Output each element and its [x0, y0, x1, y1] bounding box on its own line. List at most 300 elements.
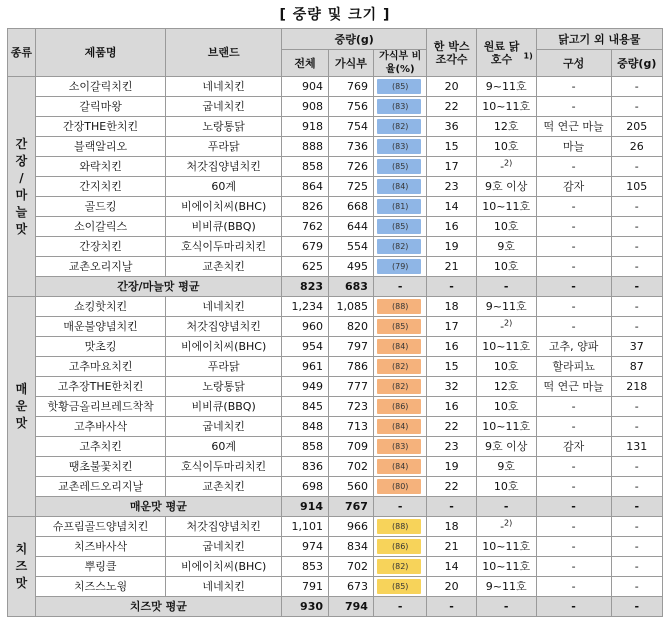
extra-composition: -	[536, 537, 611, 557]
extra-weight: -	[611, 197, 662, 217]
edible-weight: 786	[329, 357, 374, 377]
extra-composition: 감자	[536, 437, 611, 457]
header-total: 전체	[281, 50, 328, 77]
product-name: 맛초킹	[35, 337, 166, 357]
edible-ratio-cell	[373, 297, 427, 317]
table-row	[8, 397, 663, 417]
total-weight: 949	[281, 377, 328, 397]
total-weight: 904	[281, 77, 328, 97]
edible-ratio-cell	[373, 137, 427, 157]
brand-name: 비에이치씨(BHC)	[166, 337, 282, 357]
ratio-value: (85)	[392, 162, 409, 171]
edible-ratio-cell	[373, 477, 427, 497]
chicken-size: 9호	[497, 459, 515, 473]
edible-ratio-cell	[373, 577, 427, 597]
average-pieces: -	[427, 497, 476, 517]
average-size: -	[476, 497, 536, 517]
average-composition: -	[536, 497, 611, 517]
table-row	[8, 417, 663, 437]
extra-composition: 감자	[536, 177, 611, 197]
edible-weight: 709	[329, 437, 374, 457]
chicken-size-cell	[476, 517, 536, 537]
brand-name: 처갓집양념치킨	[166, 317, 282, 337]
header-pieces	[427, 29, 476, 77]
edible-weight: 769	[329, 77, 374, 97]
brand-name: 네네치킨	[166, 77, 282, 97]
chicken-size: 9~11호	[485, 79, 527, 93]
category-char: /	[19, 170, 24, 185]
category-char: 간	[15, 136, 28, 151]
total-weight: 1,234	[281, 297, 328, 317]
edible-weight: 966	[329, 517, 374, 537]
category-char: 장	[15, 153, 28, 168]
extra-composition: -	[536, 317, 611, 337]
category-cell	[8, 77, 36, 297]
ratio-value: (84)	[392, 422, 409, 431]
brand-name: 처갓집양념치킨	[166, 517, 282, 537]
extra-weight: 205	[611, 117, 662, 137]
edible-ratio-cell	[373, 97, 427, 117]
extra-composition: -	[536, 257, 611, 277]
average-size: -	[476, 597, 536, 617]
product-name: 간지치킨	[35, 177, 166, 197]
total-weight: 908	[281, 97, 328, 117]
edible-weight: 820	[329, 317, 374, 337]
chicken-size: -	[500, 519, 505, 533]
chicken-size-cell	[476, 177, 536, 197]
chicken-size: 9~11호	[485, 299, 527, 313]
header-brand: 브랜드	[166, 29, 282, 77]
piece-count: 36	[427, 117, 476, 137]
product-name: 고추치킨	[35, 437, 166, 457]
extra-weight: 218	[611, 377, 662, 397]
table-row	[8, 437, 663, 457]
chicken-size-cell	[476, 137, 536, 157]
extra-composition: -	[536, 157, 611, 177]
table-row	[8, 177, 663, 197]
piece-count: 23	[427, 177, 476, 197]
product-name: 치즈바사삭	[35, 537, 166, 557]
product-name: 소이갈릭스	[35, 217, 166, 237]
extra-composition: -	[536, 297, 611, 317]
extra-weight: -	[611, 477, 662, 497]
chicken-size: 10~11호	[482, 99, 531, 113]
edible-weight: 834	[329, 537, 374, 557]
extra-composition: -	[536, 557, 611, 577]
table-row	[8, 477, 663, 497]
extra-weight: 105	[611, 177, 662, 197]
product-name: 블랙알리오	[35, 137, 166, 157]
total-weight: 848	[281, 417, 328, 437]
category-char: 매	[15, 382, 28, 396]
total-weight: 625	[281, 257, 328, 277]
brand-name: 굽네치킨	[166, 417, 282, 437]
chicken-size: 10호	[493, 139, 519, 153]
total-weight: 791	[281, 577, 328, 597]
ratio-value: (82)	[392, 362, 409, 371]
table-row	[8, 77, 663, 97]
chicken-size: 10호	[493, 479, 519, 493]
edible-ratio-cell	[373, 397, 427, 417]
table-row	[8, 157, 663, 177]
product-name: 소이갈릭치킨	[35, 77, 166, 97]
category-char: 치	[15, 542, 28, 556]
average-label: 치즈맛 평균	[35, 597, 281, 617]
brand-name: 교촌치킨	[166, 257, 282, 277]
average-extra: -	[611, 277, 662, 297]
brand-name: 비비큐(BBQ)	[166, 217, 282, 237]
extra-composition: -	[536, 237, 611, 257]
edible-ratio-cell	[373, 177, 427, 197]
edible-weight: 668	[329, 197, 374, 217]
extra-weight: -	[611, 577, 662, 597]
extra-weight: -	[611, 517, 662, 537]
chicken-size: 10~11호	[482, 419, 531, 433]
brand-name: 비비큐(BBQ)	[166, 397, 282, 417]
edible-weight: 1,085	[329, 297, 374, 317]
chicken-size: 9호	[497, 239, 515, 253]
category-char: 마	[15, 187, 28, 202]
piece-count: 14	[427, 557, 476, 577]
chicken-size-cell	[476, 97, 536, 117]
product-name: 교촌레드오리지날	[35, 477, 166, 497]
brand-name: 푸라닭	[166, 137, 282, 157]
chicken-size: 10~11호	[482, 339, 531, 353]
chicken-size: 10~11호	[482, 199, 531, 213]
header-chicken-size-note: 1)	[523, 50, 533, 60]
edible-weight: 726	[329, 157, 374, 177]
edible-weight: 797	[329, 337, 374, 357]
average-ratio: -	[373, 497, 427, 517]
extra-composition: -	[536, 197, 611, 217]
extra-composition: -	[536, 97, 611, 117]
extra-weight: -	[611, 537, 662, 557]
extra-weight: -	[611, 257, 662, 277]
piece-count: 14	[427, 197, 476, 217]
chicken-size-cell	[476, 237, 536, 257]
piece-count: 17	[427, 157, 476, 177]
edible-weight: 560	[329, 477, 374, 497]
edible-weight: 754	[329, 117, 374, 137]
total-weight: 826	[281, 197, 328, 217]
total-weight: 836	[281, 457, 328, 477]
product-name: 고추바사삭	[35, 417, 166, 437]
extra-weight: -	[611, 157, 662, 177]
average-pieces: -	[427, 277, 476, 297]
total-weight: 954	[281, 337, 328, 357]
chicken-size-cell	[476, 577, 536, 597]
ratio-value: (84)	[392, 342, 409, 351]
piece-count: 16	[427, 337, 476, 357]
chicken-size-cell	[476, 77, 536, 97]
extra-weight: -	[611, 297, 662, 317]
extra-composition: -	[536, 417, 611, 437]
edible-weight: 756	[329, 97, 374, 117]
extra-composition: 마늘	[536, 137, 611, 157]
edible-ratio-cell	[373, 237, 427, 257]
edible-ratio-cell	[373, 317, 427, 337]
page-title: [ 중량 및 크기 ]	[279, 7, 391, 23]
product-name: 슈프림골드양념치킨	[35, 517, 166, 537]
piece-count: 23	[427, 437, 476, 457]
ratio-value: (84)	[392, 462, 409, 471]
brand-name: 푸라닭	[166, 357, 282, 377]
table-row	[8, 217, 663, 237]
extra-weight: -	[611, 417, 662, 437]
piece-count: 20	[427, 577, 476, 597]
table-row	[8, 197, 663, 217]
average-composition: -	[536, 597, 611, 617]
brand-name: 노랑통닭	[166, 377, 282, 397]
chicken-size: 9~11호	[485, 579, 527, 593]
ratio-value: (83)	[392, 142, 409, 151]
chicken-size-note: 2)	[504, 517, 513, 527]
chicken-size-cell	[476, 217, 536, 237]
chicken-size: 10호	[493, 259, 519, 273]
piece-count: 16	[427, 217, 476, 237]
edible-ratio-cell	[373, 117, 427, 137]
chicken-size-cell	[476, 317, 536, 337]
total-weight: 918	[281, 117, 328, 137]
extra-weight: -	[611, 557, 662, 577]
edible-ratio-cell	[373, 357, 427, 377]
ratio-value: (85)	[392, 82, 409, 91]
brand-name: 호식이두마리치킨	[166, 457, 282, 477]
piece-count: 20	[427, 77, 476, 97]
extra-composition: -	[536, 397, 611, 417]
extra-weight: -	[611, 77, 662, 97]
product-name: 핫황금올리브레드착착	[35, 397, 166, 417]
extra-composition: -	[536, 477, 611, 497]
total-weight: 888	[281, 137, 328, 157]
piece-count: 21	[427, 537, 476, 557]
average-ratio: -	[373, 597, 427, 617]
header-edible-ratio-label: 가식부 비율(%)	[379, 51, 422, 75]
table-body	[8, 77, 663, 617]
edible-ratio-cell	[373, 557, 427, 577]
header-chicken-size-label: 원료 닭 호수	[483, 39, 520, 66]
edible-ratio-cell	[373, 197, 427, 217]
product-name: 쇼킹핫치킨	[35, 297, 166, 317]
header-extra-weight: 중량(g)	[611, 50, 662, 77]
edible-weight: 713	[329, 417, 374, 437]
ratio-value: (79)	[392, 262, 409, 271]
table-row	[8, 377, 663, 397]
product-name: 간장치킨	[35, 237, 166, 257]
edible-ratio-cell	[373, 417, 427, 437]
edible-weight: 723	[329, 397, 374, 417]
piece-count: 22	[427, 417, 476, 437]
product-name: 고추장THE한치킨	[35, 377, 166, 397]
chicken-size: 10호	[493, 399, 519, 413]
chicken-size: 10~11호	[482, 539, 531, 553]
piece-count: 15	[427, 137, 476, 157]
header-composition: 구성	[536, 50, 611, 77]
edible-ratio-cell	[373, 517, 427, 537]
extra-composition: -	[536, 517, 611, 537]
piece-count: 21	[427, 257, 476, 277]
edible-weight: 736	[329, 137, 374, 157]
extra-composition: 떡 연근 마늘	[536, 377, 611, 397]
extra-composition: -	[536, 457, 611, 477]
average-label: 간장/마늘맛 평균	[35, 277, 281, 297]
edible-ratio-cell	[373, 377, 427, 397]
category-char: 맛	[15, 416, 28, 430]
table-row	[8, 297, 663, 317]
ratio-value: (88)	[392, 302, 409, 311]
header-extras-group: 닭고기 외 내용물	[536, 29, 662, 50]
category-char: 맛	[15, 576, 28, 590]
product-name: 교촌오리지날	[35, 257, 166, 277]
edible-weight: 725	[329, 177, 374, 197]
piece-count: 22	[427, 97, 476, 117]
product-name: 치즈스노윙	[35, 577, 166, 597]
ratio-value: (81)	[392, 202, 409, 211]
chicken-size-cell	[476, 537, 536, 557]
table-row	[8, 317, 663, 337]
category-cell	[8, 297, 36, 517]
extra-weight: -	[611, 237, 662, 257]
table-row	[8, 117, 663, 137]
edible-ratio-cell	[373, 157, 427, 177]
total-weight: 845	[281, 397, 328, 417]
average-total: 930	[281, 597, 328, 617]
edible-weight: 702	[329, 557, 374, 577]
average-edible: 794	[329, 597, 374, 617]
table-row	[8, 137, 663, 157]
ratio-value: (82)	[392, 122, 409, 131]
extra-weight: -	[611, 217, 662, 237]
product-name: 간장THE한치킨	[35, 117, 166, 137]
extra-composition: 할라피뇨	[536, 357, 611, 377]
chicken-size-cell	[476, 197, 536, 217]
table-row	[8, 457, 663, 477]
ratio-value: (86)	[392, 542, 409, 551]
piece-count: 19	[427, 237, 476, 257]
piece-count: 32	[427, 377, 476, 397]
chicken-size-note: 2)	[504, 317, 513, 327]
extra-composition: 떡 연근 마늘	[536, 117, 611, 137]
chicken-size-note: 2)	[504, 157, 513, 167]
total-weight: 864	[281, 177, 328, 197]
header-edible-ratio	[373, 50, 427, 77]
ratio-value: (82)	[392, 242, 409, 251]
ratio-value: (83)	[392, 102, 409, 111]
brand-name: 60계	[166, 177, 282, 197]
table-row	[8, 97, 663, 117]
chicken-size-cell	[476, 397, 536, 417]
weight-size-table	[7, 28, 663, 617]
total-weight: 679	[281, 237, 328, 257]
chicken-size-cell	[476, 417, 536, 437]
extra-weight: 87	[611, 357, 662, 377]
brand-name: 노랑통닭	[166, 117, 282, 137]
total-weight: 858	[281, 437, 328, 457]
extra-composition: 고추, 양파	[536, 337, 611, 357]
header-edible: 가식부	[329, 50, 374, 77]
edible-ratio-cell	[373, 77, 427, 97]
extra-weight: -	[611, 457, 662, 477]
chicken-size-cell	[476, 377, 536, 397]
ratio-value: (85)	[392, 222, 409, 231]
table-row	[8, 557, 663, 577]
edible-ratio-cell	[373, 257, 427, 277]
table-row	[8, 257, 663, 277]
extra-weight: 37	[611, 337, 662, 357]
average-label: 매운맛 평균	[35, 497, 281, 517]
average-ratio: -	[373, 277, 427, 297]
chicken-size-cell	[476, 457, 536, 477]
chicken-size-cell	[476, 257, 536, 277]
chicken-size-cell	[476, 157, 536, 177]
product-name: 매운불양념치킨	[35, 317, 166, 337]
brand-name: 비에이치씨(BHC)	[166, 557, 282, 577]
piece-count: 22	[427, 477, 476, 497]
brand-name: 굽네치킨	[166, 537, 282, 557]
total-weight: 858	[281, 157, 328, 177]
chicken-size: 12호	[493, 379, 519, 393]
average-extra: -	[611, 597, 662, 617]
category-char: 즈	[15, 559, 28, 573]
category-cell	[8, 517, 36, 617]
total-weight: 960	[281, 317, 328, 337]
piece-count: 16	[427, 397, 476, 417]
edible-weight: 554	[329, 237, 374, 257]
table-row	[8, 337, 663, 357]
total-weight: 974	[281, 537, 328, 557]
ratio-value: (80)	[392, 482, 409, 491]
table-row	[8, 357, 663, 377]
chicken-size: 10호	[493, 219, 519, 233]
average-total: 914	[281, 497, 328, 517]
chicken-size-cell	[476, 297, 536, 317]
extra-composition: -	[536, 77, 611, 97]
edible-ratio-cell	[373, 217, 427, 237]
chicken-size-cell	[476, 357, 536, 377]
ratio-value: (82)	[392, 562, 409, 571]
header-product: 제품명	[35, 29, 166, 77]
chicken-size: 9호 이상	[484, 179, 528, 193]
ratio-value: (88)	[392, 522, 409, 531]
chicken-size: 9호 이상	[484, 439, 528, 453]
table-row	[8, 537, 663, 557]
average-size: -	[476, 277, 536, 297]
ratio-value: (82)	[392, 382, 409, 391]
edible-ratio-cell	[373, 337, 427, 357]
piece-count: 15	[427, 357, 476, 377]
edible-weight: 702	[329, 457, 374, 477]
ratio-value: (85)	[392, 322, 409, 331]
table-row	[8, 237, 663, 257]
edible-weight: 777	[329, 377, 374, 397]
piece-count: 19	[427, 457, 476, 477]
product-name: 고추마요치킨	[35, 357, 166, 377]
average-row	[8, 277, 663, 297]
chicken-size: -	[500, 319, 505, 333]
extra-weight: 131	[611, 437, 662, 457]
chicken-size: 12호	[493, 119, 519, 133]
extra-weight: 26	[611, 137, 662, 157]
extra-weight: -	[611, 397, 662, 417]
average-total: 823	[281, 277, 328, 297]
category-char: 맛	[15, 221, 28, 236]
total-weight: 698	[281, 477, 328, 497]
chicken-size-cell	[476, 437, 536, 457]
edible-weight: 644	[329, 217, 374, 237]
brand-name: 네네치킨	[166, 297, 282, 317]
extra-composition: -	[536, 577, 611, 597]
brand-name: 굽네치킨	[166, 97, 282, 117]
